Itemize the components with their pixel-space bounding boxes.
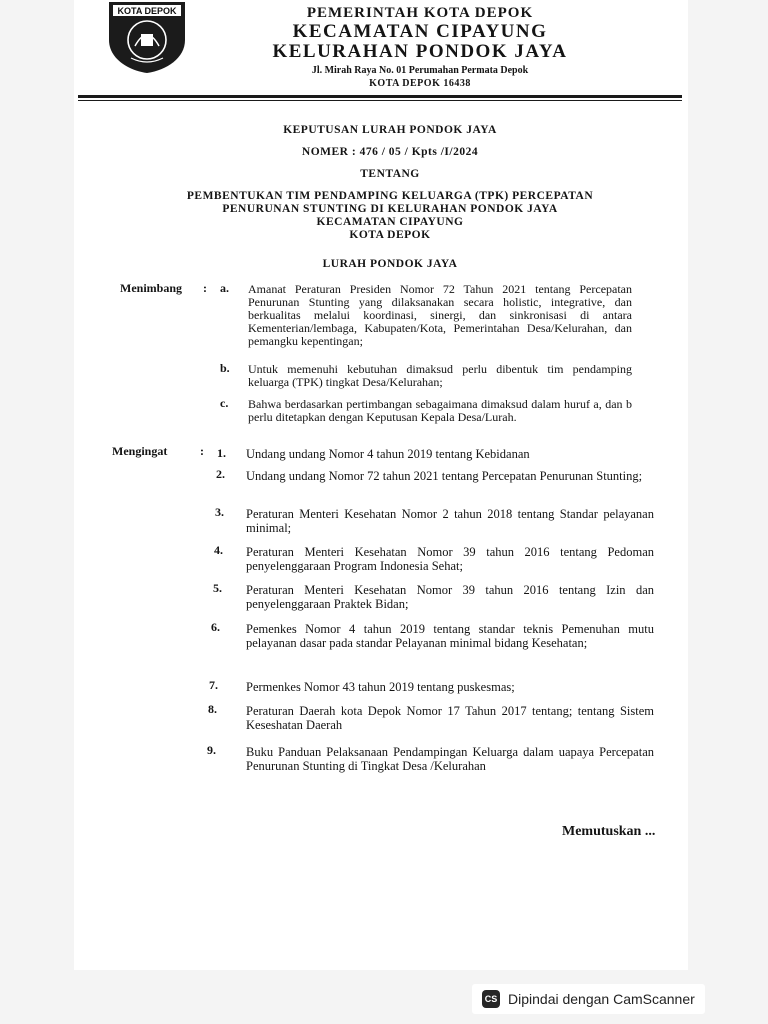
menimbang-item: Untuk memenuhi kebutuhan dimaksud perlu dibentuk tim pendamping keluarga (TPK) tingkat Desa/Kelurahan; (248, 362, 632, 389)
mengingat-marker: 4. (214, 543, 223, 557)
mengingat-marker: 1. (217, 446, 226, 460)
decree-heading: KEPUTUSAN LURAH PONDOK JAYA (283, 124, 497, 136)
mengingat-item: Pemenkes Nomor 4 tahun 2019 tentang standar teknis Pemenuhan mutu pelayanan dasar pada standar Pelayanan minimal bidang Kesehatan; (246, 622, 654, 650)
mengingat-item: Undang undang Nomor 4 tahun 2019 tentang Kebidanan (246, 447, 530, 461)
menimbang-marker: c. (220, 396, 229, 410)
menimbang-item: Bahwa berdasarkan pertimbangan sebagaimana dimaksud dalam huruf a, dan b perlu ditetapkan dengan Keputusan Kepala Desa/Lurah. (248, 397, 632, 424)
letterhead-address: Jl. Mirah Raya No. 01 Perumahan Permata Depok (311, 65, 529, 76)
kota-depok-emblem (105, 0, 189, 74)
mengingat-marker: 8. (208, 702, 217, 716)
mengingat-item: Peraturan Menteri Kesehatan Nomor 39 tahun 2016 tentang Pedoman penyelenggaraan Program Indonesia Sehat; (246, 545, 654, 573)
emblem-text: KOTA DEPOK (117, 6, 177, 16)
letterhead-rule-thick (78, 95, 682, 98)
letterhead-city: KOTA DEPOK 16438 (369, 78, 471, 89)
camscanner-text: Dipindai dengan CamScanner (508, 991, 695, 1007)
camscanner-icon: CS (482, 990, 500, 1008)
mengingat-marker: 3. (215, 505, 224, 519)
mengingat-item: Peraturan Menteri Kesehatan Nomor 39 tahun 2016 tentang Izin dan penyelenggaraan Praktek Bidan; (246, 583, 654, 611)
decree-title-line-1: PEMBENTUKAN TIM PENDAMPING KELUARGA (TPK) PERCEPATAN (186, 190, 594, 202)
mengingat-marker: 5. (213, 581, 222, 595)
mengingat-item: Permenkes Nomor 43 tahun 2019 tentang puskesmas; (246, 680, 515, 694)
mengingat-marker: 9. (207, 743, 216, 757)
letterhead-government: PEMERINTAH KOTA DEPOK (306, 5, 534, 21)
mengingat-marker: 6. (211, 620, 220, 634)
mengingat-marker: 7. (209, 678, 218, 692)
decree-issuer: LURAH PONDOK JAYA (322, 258, 458, 270)
menimbang-colon: : (203, 281, 207, 295)
mengingat-marker: 2. (216, 467, 225, 481)
menimbang-item: Amanat Peraturan Presiden Nomor 72 Tahun 2021 tentang Percepatan Penurunan Stunting yang dilaksanakan secara holistic, integrative, dan berkualitas melalui koordinasi, sinergi, dan sinkronisasi di antara Kementerian/lembaga, Kabupaten/Kota, Pemerintahan Desa/Kelurahan, dan pemangku kepentingan; (248, 282, 632, 348)
menimbang-marker: a. (220, 281, 229, 295)
mengingat-colon: : (200, 444, 204, 458)
camscanner-badge (472, 984, 705, 1014)
menimbang-marker: b. (220, 361, 230, 375)
mengingat-item: Peraturan Menteri Kesehatan Nomor 2 tahun 2018 tentang Standar pelayanan minimal; (246, 507, 654, 535)
memutuskan-text: Memutuskan ... (562, 824, 656, 839)
decree-title-line-3: KECAMATAN CIPAYUNG (316, 216, 464, 228)
mengingat-item: Buku Panduan Pelaksanaan Pendampingan Keluarga dalam uapaya Percepatan Penurunan Stunting di Tingkat Desa /Kelurahan (246, 745, 654, 773)
letterhead-subdistrict: KELURAHAN PONDOK JAYA (272, 41, 568, 62)
mengingat-label: Mengingat (112, 444, 168, 458)
mengingat-item: Peraturan Daerah kota Depok Nomor 17 Tahun 2017 tentang; tentang Sistem Keseshatan Daerah (246, 704, 654, 732)
letterhead (240, 4, 600, 90)
menimbang-label: Menimbang (120, 281, 183, 295)
decree-about-label: TENTANG (360, 168, 420, 180)
letterhead-district: KECAMATAN CIPAYUNG (292, 21, 548, 42)
decree-number: NOMER : 476 / 05 / Kpts /I/2024 (301, 146, 479, 158)
letterhead-rule-thin (78, 100, 682, 101)
decree-title (160, 190, 620, 242)
decree-title-line-2: PENURUNAN STUNTING DI KELURAHAN PONDOK JAYA (222, 203, 558, 215)
mengingat-item: Undang undang Nomor 72 tahun 2021 tentang Percepatan Penurunan Stunting; (246, 469, 643, 483)
decree-title-line-4: KOTA DEPOK (349, 229, 431, 241)
